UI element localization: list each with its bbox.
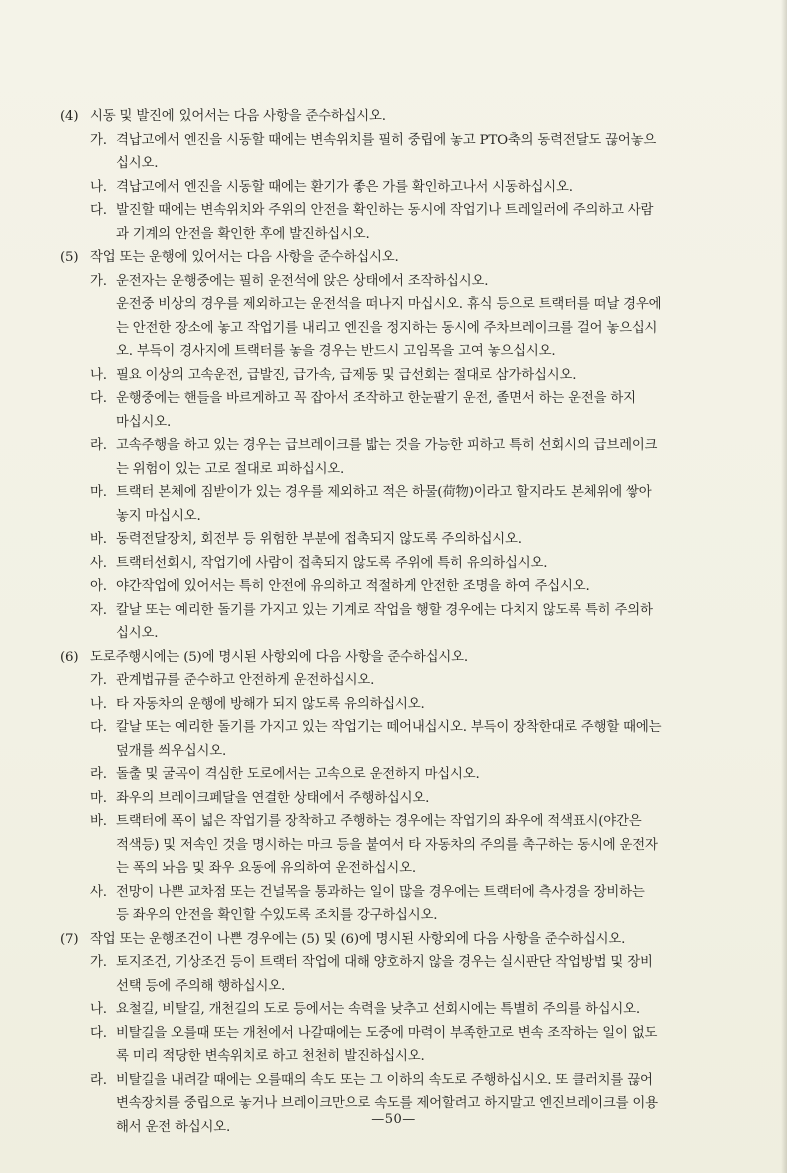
item-text-line: 전망이 나쁜 교차점 또는 건널목을 통과하는 일이 많을 경우에는 트랙터에 측사경을 장비하는 [116, 884, 645, 900]
item-continuation-line: 는 위험이 있는 고로 절대로 피하십시오. [116, 461, 345, 477]
item-continuation-line: 십시오. [116, 156, 159, 171]
list-item [60, 270, 730, 294]
item-continuation-line: 선택 등에 주의해 행하십시오. [116, 978, 286, 994]
list-item [60, 199, 730, 223]
list-item [60, 951, 730, 975]
section-heading [60, 928, 730, 952]
section-heading [60, 646, 730, 670]
item-text-line: 돌출 및 굴곡이 격심한 도로에서는 고속으로 운전하지 마십시오. [116, 767, 480, 782]
item-marker: 마. [90, 485, 107, 500]
list-item [60, 998, 730, 1022]
list-item [60, 176, 730, 200]
item-continuation-line: 적색등) 및 저속인 것을 명시하는 마크 등을 붙여서 타 자동차의 주의를 촉구하는 동시에 운전자 [116, 837, 658, 853]
section-number: (6) [60, 649, 79, 665]
item-text-line: 필요 이상의 고속운전, 급발진, 급가속, 급제동 및 급선회는 절대로 삼가하십시오. [116, 367, 577, 383]
item-text-line: 관계법규를 준수하고 안전하게 운전하십시오. [116, 673, 375, 688]
item-continuation-line: 과 기계의 안전을 확인한 후에 발진하십시오. [116, 226, 370, 242]
list-item [60, 787, 730, 811]
list-item [60, 763, 730, 787]
item-continuation-line: 놓지 마십시오. [116, 508, 201, 524]
item-text-line: 동력전달장치, 회전부 등 위험한 부분에 접촉되지 않도록 주의하십시오. [116, 532, 522, 547]
item-text-line: 비탈길을 내려갈 때에는 오를때의 속도 또는 그 이하의 속도로 주행하십시오. 또 클러치를 끊어 [116, 1072, 653, 1088]
item-marker: 나. [90, 696, 107, 712]
section-heading [60, 246, 730, 270]
section-number: (5) [60, 250, 79, 265]
item-continuation-line: 변속장치를 중립으로 놓거나 브레이크만으로 속도를 제어할려고 하지말고 엔진브레이크를 이용 [116, 1096, 658, 1111]
item-marker: 아. [90, 579, 107, 594]
item-continuation-line: 마십시오. [116, 414, 171, 430]
item-marker: 다. [90, 1025, 107, 1041]
section-heading [60, 105, 730, 129]
item-text-line: 트랙터선회시, 작업기에 사람이 접촉되지 않도록 주위에 특히 유의하십시오. [116, 555, 548, 571]
item-marker: 마. [90, 790, 107, 806]
item-marker: 나. [90, 1002, 107, 1017]
item-marker: 자. [90, 602, 107, 618]
item-continuation-line: 덮개를 씌우십시오. [116, 743, 226, 759]
section-number: (4) [60, 109, 79, 124]
item-marker: 가. [90, 273, 107, 289]
item-text-line: 칼날 또는 예리한 돌기를 가지고 있는 작업기는 떼어내십시오. 부득이 장착한대로 주행할 때에는 [116, 720, 662, 735]
item-continuation-line: 는 안전한 장소에 놓고 작업기를 내리고 엔진을 정지하는 동시에 주차브레이크를 걸어 놓으십시 [116, 320, 658, 336]
section-title: 시동 및 발진에 있어서는 다음 사항을 준수하십시오. [90, 109, 386, 124]
item-continuation-line: 록 미리 적당한 변속위치로 하고 천천히 발진하십시오. [116, 1049, 425, 1064]
list-item [60, 481, 730, 505]
item-marker: 가. [90, 132, 107, 148]
section-title: 도로주행시에는 (5)에 명시된 사항외에 다음 사항을 준수하십시오. [90, 649, 468, 665]
section-title: 작업 또는 운행조건이 나쁜 경우에는 (5) 및 (6)에 명시된 사항외에 다음 사항을 준수하십시오. [90, 931, 626, 947]
list-item [60, 1069, 730, 1093]
item-text-line: 격납고에서 엔진을 시동할 때에는 변속위치를 필히 중립에 놓고 PTO축의 동력전달도 끊어놓으 [116, 132, 657, 148]
item-text-line: 비탈길을 오를때 또는 개천에서 나갈때에는 도중에 마력이 부족한고로 변속 조작하는 일이 없도 [116, 1025, 658, 1041]
item-marker: 라. [90, 767, 107, 782]
item-marker: 다. [90, 203, 107, 218]
item-marker: 다. [90, 391, 107, 406]
document-body [60, 105, 730, 1139]
item-continuation-line: 해서 운전 하십시오. [116, 1119, 231, 1135]
item-continuation-line: 십시오. [116, 626, 159, 641]
item-text-line: 야간작업에 있어서는 특히 안전에 유의하고 적절하게 안전한 조명을 하여 주십시오. [116, 579, 590, 594]
list-item [60, 1022, 730, 1046]
list-item [60, 575, 730, 599]
item-marker: 라. [90, 438, 107, 453]
item-marker: 바. [90, 814, 107, 829]
list-item [60, 528, 730, 552]
item-continuation-line: 등 좌우의 안전을 확인할 수있도록 조치를 강구하십시오. [116, 908, 438, 923]
item-marker: 사. [90, 555, 107, 571]
item-text-line: 운전자는 운행중에는 필히 운전석에 앉은 상태에서 조작하십시오. [116, 273, 489, 289]
page-edge-shadow [781, 0, 787, 1173]
list-item [60, 599, 730, 623]
item-text-line: 토지조건, 기상조건 등이 트랙터 작업에 대해 양호하지 않을 경우는 실시판단 작업방법 및 장비 [116, 955, 653, 970]
item-text-line: 트랙터에 폭이 넓은 작업기를 장착하고 주행하는 경우에는 작업기의 좌우에 적색표시(야간은 [116, 814, 642, 829]
list-item [60, 693, 730, 717]
item-continuation-line: 오. 부득이 경사지에 트랙터를 놓을 경우는 반드시 고임목을 고여 놓으십시오. [116, 344, 556, 359]
item-marker: 가. [90, 673, 107, 688]
item-marker: 다. [90, 720, 107, 735]
item-marker: 사. [90, 884, 107, 900]
list-item [60, 552, 730, 576]
item-text-line: 칼날 또는 예리한 돌기를 가지고 있는 기계로 작업을 행할 경우에는 다치지 않도록 특히 주의하 [116, 602, 653, 618]
section-number: (7) [60, 931, 79, 947]
item-marker: 라. [90, 1072, 107, 1088]
list-item [60, 716, 730, 740]
item-continuation-line: 는 폭의 놔음 및 좌우 요동에 유의하여 운전하십시오. [116, 861, 416, 876]
item-continuation-line: 운전중 비상의 경우를 제외하고는 운전석을 떠나지 마십시오. 휴식 등으로 트랙터를 떠날 경우에 [116, 297, 662, 312]
item-text-line: 타 자동차의 운행에 방해가 되지 않도록 유의하십시오. [116, 696, 425, 712]
list-item [60, 881, 730, 905]
item-text-line: 격납고에서 엔진을 시동할 때에는 환기가 좋은 가를 확인하고나서 시동하십시오. [116, 179, 573, 195]
item-text-line: 좌우의 브레이크페달을 연결한 상태에서 주행하십시오. [116, 790, 430, 806]
item-text-line: 트랙터 본체에 짐받이가 있는 경우를 제외하고 적은 하물(荷物)이라고 할지라도 본체위에 쌓아 [116, 485, 652, 500]
item-marker: 나. [90, 367, 107, 383]
item-text-line: 고속주행을 하고 있는 경우는 급브레이크를 밟는 것을 가능한 피하고 특히 선회시의 급브레이크 [116, 438, 658, 453]
section-title: 작업 또는 운행에 있어서는 다음 사항을 준수하십시오. [90, 250, 399, 265]
page-number: —50— [371, 1112, 416, 1127]
list-item [60, 364, 730, 388]
item-text-line: 요철길, 비탈길, 개천길의 도로 등에서는 속력을 낮추고 선회시에는 특별히 주의를 하십시오. [116, 1002, 640, 1017]
list-item [60, 129, 730, 153]
item-marker: 가. [90, 955, 107, 970]
item-text-line: 운행중에는 핸들을 바르게하고 꼭 잡아서 조작하고 한눈팔기 운전, 졸면서 하는 운전을 하지 [116, 391, 636, 406]
list-item [60, 810, 730, 834]
list-item [60, 387, 730, 411]
list-item [60, 669, 730, 693]
list-item [60, 434, 730, 458]
item-marker: 나. [90, 179, 107, 195]
item-marker: 바. [90, 532, 107, 547]
item-text-line: 발진할 때에는 변속위치와 주위의 안전을 확인하는 동시에 작업기나 트레일러에 주의하고 사람 [116, 203, 654, 218]
